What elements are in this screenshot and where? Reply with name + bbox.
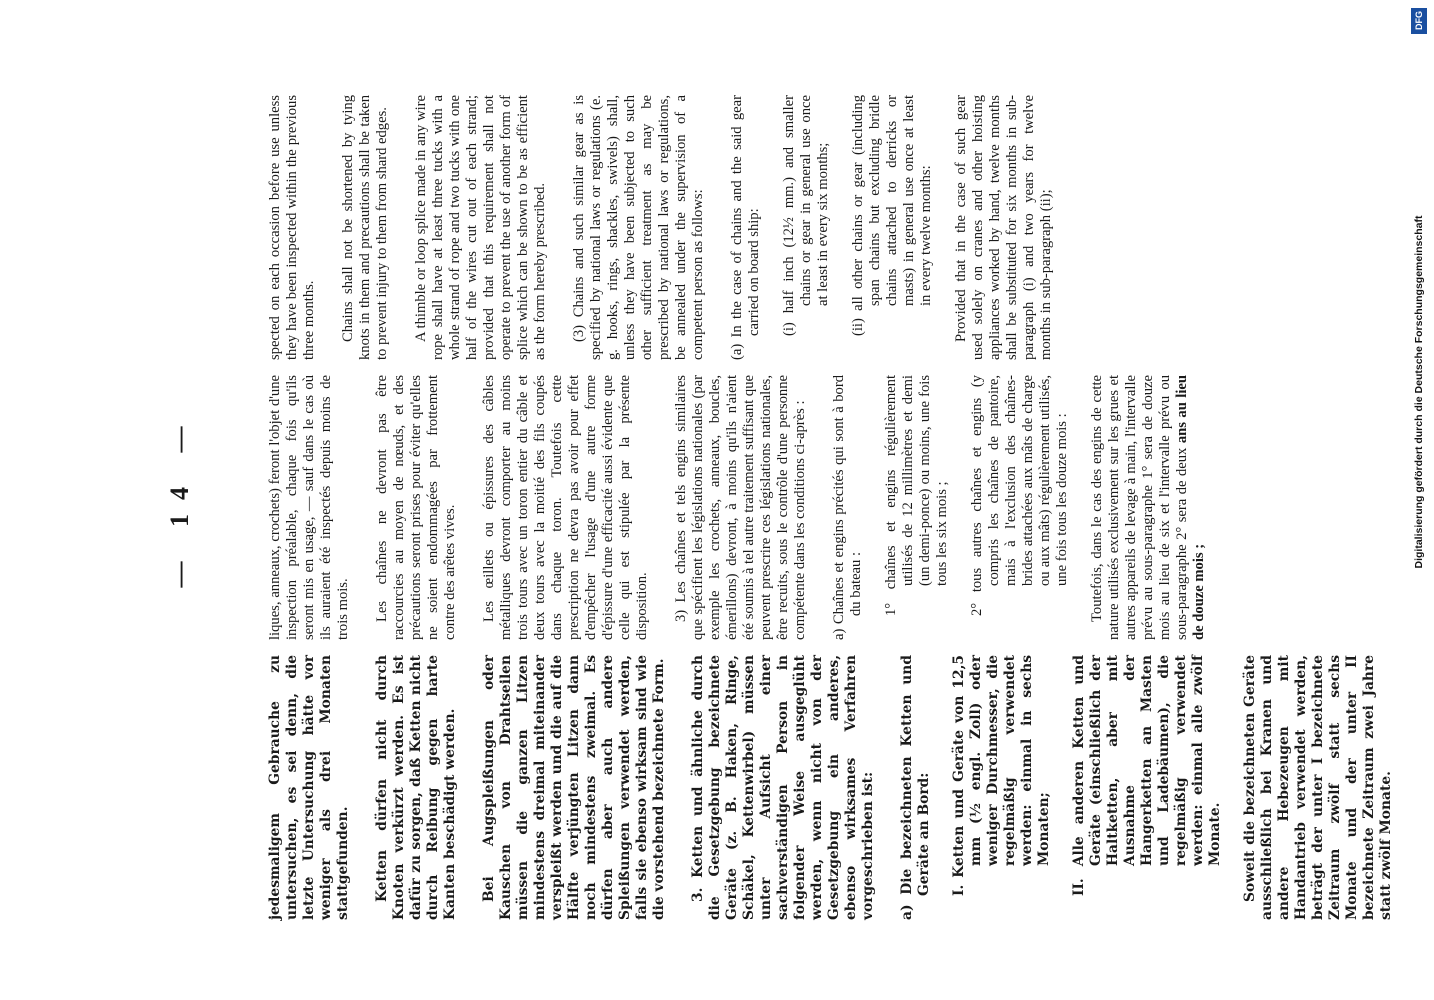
french-item-2: 2° tous autres chaînes et engins (y compris les chaînes de pantoire, mais à l'exclusion des chaînes-brides attachées aux mâts de charge ou aux mâts) régulièrement utilisés, une fois tous les douze mois : (969, 375, 1070, 616)
dfg-logo: DFG (1411, 8, 1427, 34)
english-item-ii: (ii) all other chains or gear (including span chains but excluding bridle chains attached to derricks or masts) in general use once at least in every twelve months: (850, 95, 934, 336)
english-item-i: (i) half inch (12½ mm.) and smaller chains or gear in general use once at least in every six months; (781, 95, 831, 336)
digitization-credit-text: Digitalisierung gefördert durch die Deutsche Forschungsgemeinschaft (1413, 215, 1425, 569)
german-item-i: I. Ketten und Geräte von 12,5 mm (½ engl. Zoll) oder weniger Durchmesser, die regelmäßig verwendet werden: einmal in sechs Monaten; (951, 655, 1052, 896)
german-paragraph-2: Ketten dürfen nicht durch Knoten verkürzt werden. Es ist dafür zu sorgen, daß Ketten nicht durch Reibung gegen harte Kanten beschädigt werden. (374, 655, 458, 920)
german-paragraph-4: 3. Ketten und ähnliche durch die Gesetzgebung bezeichnete Geräte (z. B. Haken, Ringe, Schäkel, Kettenwirbel) müssen unter Aufsicht einer sachverständigen Person in folgender Weise ausgeglüht werden, wenn nicht von der Gesetzgebung ein anderes, ebenso wirksames Verfahren vorgeschrieben ist: (690, 655, 876, 920)
english-paragraph-3: A thimble or loop splice made in any wire rope shall have at least three tucks with a whole strand of rope and two tucks with one half of the wires cut out of each strand; provided that this requirement shall not operate to prevent the use of another form of splice which can be shown to be as efficient as the form hereby prescribed. (413, 95, 548, 360)
french-item-a: a) Chaînes et engins précités qui sont à bord du bateau : (831, 375, 864, 640)
digitization-stamp (1404, 0, 1434, 1000)
french-item-1: 1° chaînes et engins régulièrement utilisés de 12 millimètres et demi (un demi-ponce) ou moins, une fois tous les six mois ; (883, 375, 950, 616)
french-column (267, 375, 1230, 640)
german-item-a: a) Die bezeichneten Ketten und Geräte an Bord: (899, 655, 932, 920)
french-paragraph-4: 3) Les chaînes et tels engins similaires que spécifient les législations nationales (par exemple les crochets, anneaux, boucles, émerillons) devront, à moins qu'ils n'aient été soumis à tel autre traitement suffisant que peuvent prescrire ces législations nationales, être recuits, sous le contrôle d'une personne compétente dans les conditions ci-après : (673, 375, 808, 640)
english-paragraph-4: (3) Chains and such similar gear as is specified by national laws or regulations (e. g. hooks, rings, shackles, swivels) shall, unless they have been subjected to such other sufficient treatment as may be prescribed by national laws or regulations, be annealed under the supervision of a competent person as follows: (571, 95, 706, 360)
french-paragraph-5 (1089, 375, 1208, 640)
german-column (267, 655, 1417, 920)
french-paragraph-1: liques, anneaux, crochets) feront l'objet d'une inspection préalable, chaque fois qu'ils seront mis en usage, — sauf dans le cas où ils auraient été inspectés depuis moins de trois mois. (267, 375, 351, 640)
german-paragraph-3: Bei Augspleißungen oder Kauschen von Drahtseilen müssen die ganzen Litzen mindestens dreimal miteinander verspleißt werden und die auf die Hälfte verjüngten Litzen dann noch mindestens zweimal. Es dürfen aber auch andere Spleißungen verwendet werden, falls sie ebenso wirksam sind wie die vorstehend bezeichnete Form. (481, 655, 667, 920)
german-paragraph-1: jedesmaligem Gebrauche zu untersuchen, es sei denn, die letzte Untersuchung hätte vor weniger als drei Monaten stattgefunden. (267, 655, 351, 920)
rotated-document-page (157, 60, 1394, 940)
french-paragraph-5-text: Toutefois, dans le cas des engins de cette nature utilisés exclusivement sur les grues et autres appareils de levage à main, l'intervalle prévu au sous-paragraphe 1° sera de douze mois au lieu de six et l'intervalle prévu ou sous-paragraphe 2° sera de deux (1089, 375, 1190, 640)
page-number: — 14 — (165, 412, 194, 588)
english-paragraph-2: Chains shall not be shortened by tying knots in them and precautions shall be taken to prevent injury to them from shard edges. (340, 95, 390, 360)
german-item-ii: II. Alle anderen Ketten und Geräte (einschließlich der Haltketten, aber mit Ausnahme der Hangerketten an Masten und Ladebäumen), die regelmäßig verwendet werden: einmal alle zwölf Monate. (1071, 655, 1223, 896)
english-paragraph-1: spected on each occasion before use unless they have been inspected within the previous three months. (267, 95, 317, 360)
english-paragraph-5: Provided that in the case of such gear used solely on cranes and other hoisting appliances worked by hand, twelve months shall be substituted for six months in sub-paragraph (i) and two years for twelve months in sub-paragraph (ii); (953, 95, 1054, 360)
english-column (267, 95, 1077, 360)
french-paragraph-2: Les chaînes ne devront pas être raccourcies au moyen de nœuds, et des précautions seront prises pour éviter qu'elles ne soient endommagées par frottement contre des arêtes vives. (374, 375, 458, 640)
french-paragraph-5-bold: ans au lieu de douze mois ; (1174, 374, 1207, 640)
german-paragraph-5: Soweit die bezeichneten Geräte ausschließlich bei Kranen und andere Hebezeugen mit Handantrieb verwendet werden, beträgt der unter I bezeichnete Zeitraum zwölf statt sechs Monate und der unter II bezeichnete Zeitraum zwei Jahre statt zwölf Monate. (1242, 655, 1394, 920)
english-item-a: (a) In the case of chains and the said gear carried on board ship: (729, 95, 762, 360)
french-paragraph-3: Les œillets ou épissures des câbles métalliques devront comporter au moins trois tours avec un toron entier du câble et deux tours avec la moitié des fils coupés dans chaque toron. Toutefois cette prescription ne devra pas avoir pour effet d'empêcher l'usage d'une autre forme d'épissure d'une efficacité aussi évidente que celle qui est stipulée par la présente disposition. (481, 375, 650, 640)
